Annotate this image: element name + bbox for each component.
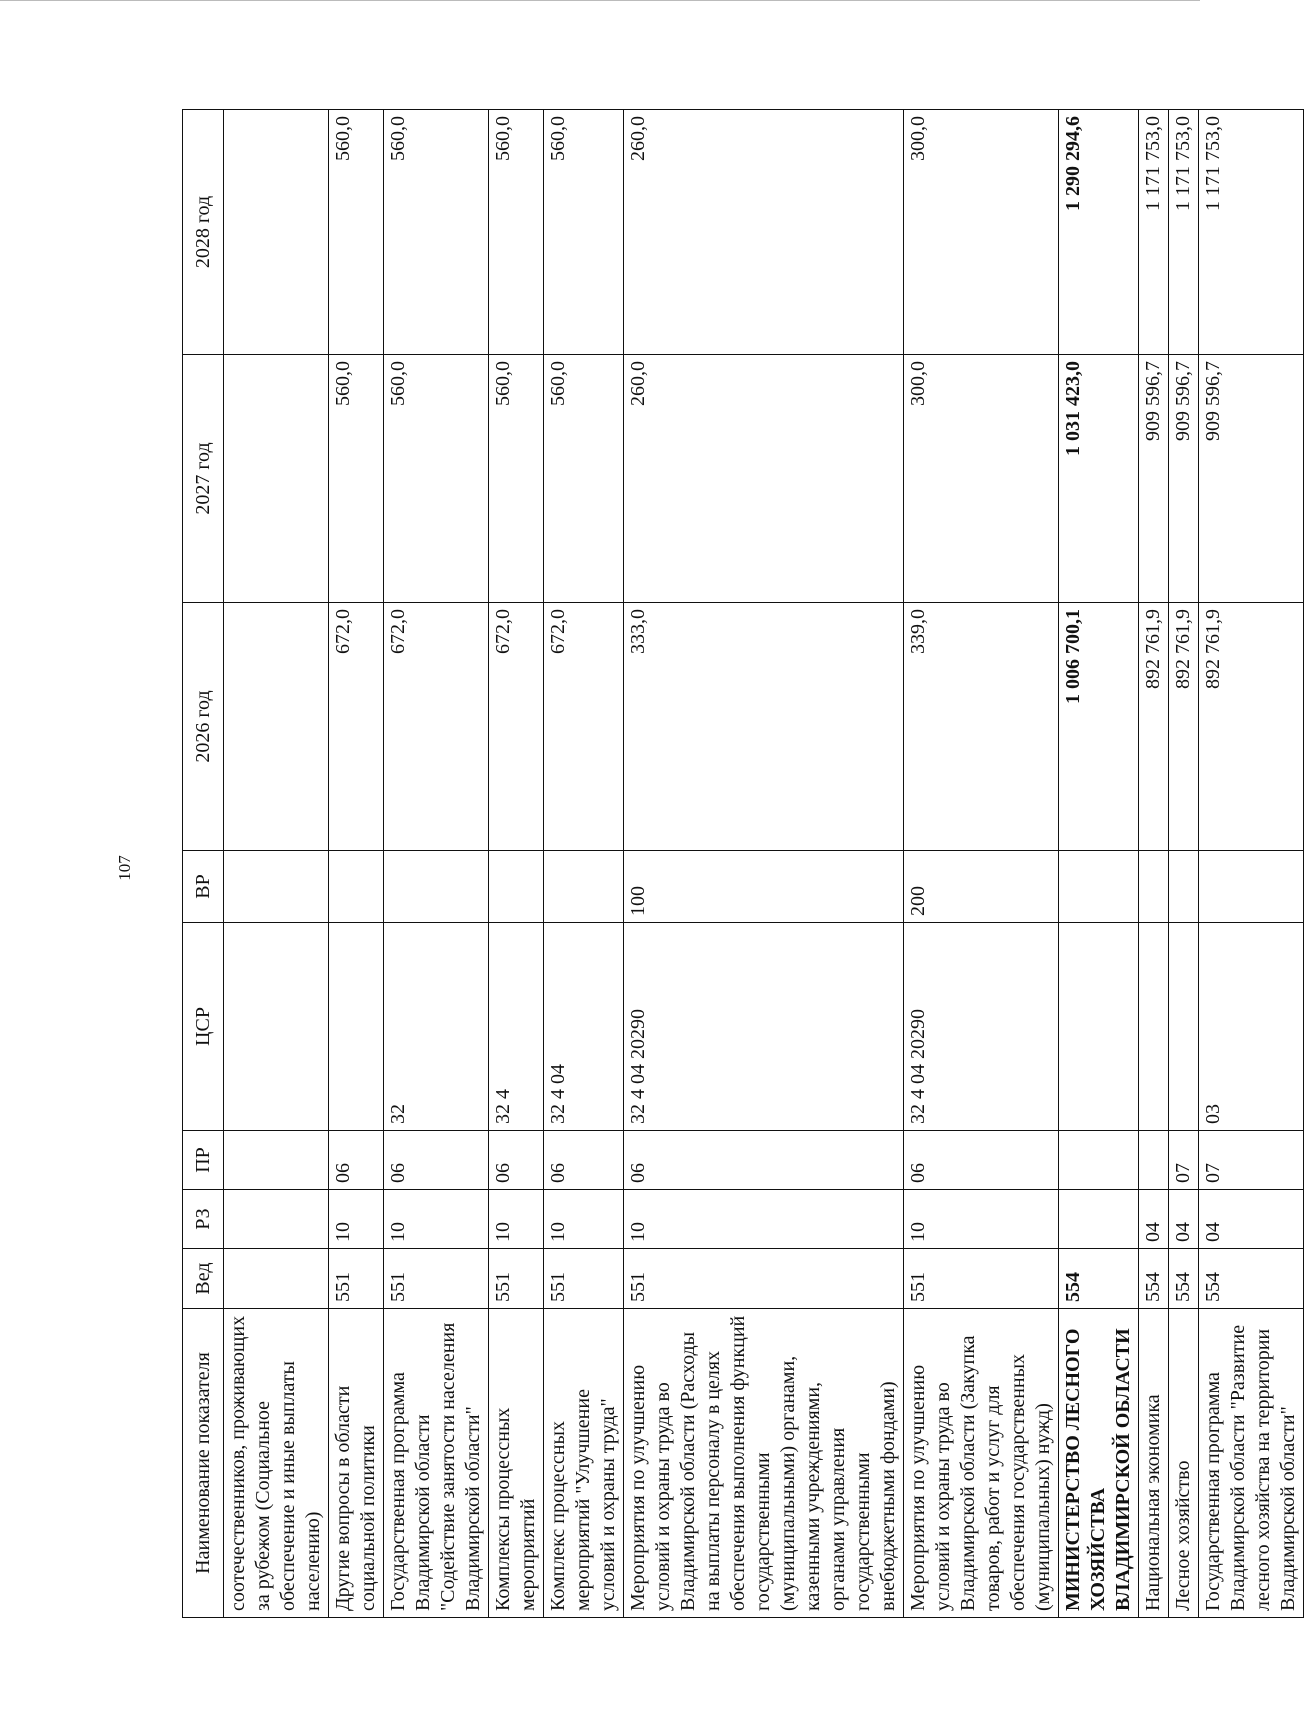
header-csr: ЦСР	[183, 923, 224, 1131]
cell-ved	[224, 1249, 329, 1309]
cell-2026: 672,0	[544, 603, 624, 851]
cell-name: Комплекс процессных мероприятий "Улучшение условий и охраны труда"	[544, 1309, 624, 1618]
header-2028: 2028 год	[183, 110, 224, 355]
cell-name: Мероприятия по улучшению условий и охраны труда во Владимирской области (Закупка товаров, работ и услуг для обеспечения государственных (муниципальных) нужд)	[904, 1309, 1059, 1618]
cell-2028: 1 171 753,0	[1199, 110, 1304, 355]
cell-pr	[1139, 1131, 1169, 1190]
cell-csr	[1059, 923, 1139, 1131]
cell-2027: 560,0	[544, 355, 624, 603]
cell-2026: 333,0	[624, 603, 904, 851]
cell-rz: 04	[1169, 1190, 1199, 1249]
cell-2028: 300,0	[904, 110, 1059, 355]
table-row	[489, 110, 544, 1618]
cell-vr: 200	[904, 851, 1059, 923]
cell-2027	[224, 355, 329, 603]
cell-vr	[329, 851, 384, 923]
cell-2026: 672,0	[489, 603, 544, 851]
cell-name: соотечественников, проживающих за рубежом (Социальное обеспечение и иные выплаты населению)	[224, 1309, 329, 1618]
cell-ved: 551	[384, 1249, 489, 1309]
cell-vr	[224, 851, 329, 923]
cell-pr	[224, 1131, 329, 1190]
cell-rz: 10	[904, 1190, 1059, 1249]
cell-2028	[224, 110, 329, 355]
cell-ved: 551	[624, 1249, 904, 1309]
table-body	[224, 110, 1304, 1618]
table-row	[1059, 110, 1139, 1618]
table-row	[1169, 110, 1199, 1618]
cell-ved: 551	[904, 1249, 1059, 1309]
header-2027: 2027 год	[183, 355, 224, 603]
cell-pr: 06	[544, 1131, 624, 1190]
cell-2027: 909 596,7	[1139, 355, 1169, 603]
cell-vr	[1139, 851, 1169, 923]
cell-rz	[1059, 1190, 1139, 1249]
cell-vr	[1059, 851, 1139, 923]
cell-pr: 06	[489, 1131, 544, 1190]
cell-pr: 06	[329, 1131, 384, 1190]
cell-vr	[544, 851, 624, 923]
cell-name: Лесное хозяйство	[1169, 1309, 1199, 1618]
cell-rz: 04	[1199, 1190, 1304, 1249]
cell-pr: 07	[1199, 1131, 1304, 1190]
cell-csr	[1169, 923, 1199, 1131]
cell-vr	[1199, 851, 1304, 923]
cell-ved: 554	[1059, 1249, 1139, 1309]
cell-csr	[329, 923, 384, 1131]
cell-2028: 1 171 753,0	[1139, 110, 1169, 355]
cell-2028: 560,0	[489, 110, 544, 355]
cell-2027: 909 596,7	[1169, 355, 1199, 603]
cell-2027: 909 596,7	[1199, 355, 1304, 603]
cell-pr: 07	[1169, 1131, 1199, 1190]
cell-2026: 892 761,9	[1169, 603, 1199, 851]
cell-rz: 10	[624, 1190, 904, 1249]
page-number: 107	[114, 855, 134, 881]
cell-rz: 10	[329, 1190, 384, 1249]
header-rz: РЗ	[183, 1190, 224, 1249]
cell-2026: 892 761,9	[1139, 603, 1169, 851]
cell-rz: 04	[1139, 1190, 1169, 1249]
header-name: Наименование показателя	[183, 1309, 224, 1618]
cell-ved: 551	[489, 1249, 544, 1309]
cell-vr	[489, 851, 544, 923]
table-row	[624, 110, 904, 1618]
cell-name: МИНИСТЕРСТВО ЛЕСНОГО ХОЗЯЙСТВА ВЛАДИМИРСКОЙ ОБЛАСТИ	[1059, 1309, 1139, 1618]
cell-rz	[224, 1190, 329, 1249]
cell-2027: 1 031 423,0	[1059, 355, 1139, 603]
cell-name: Национальная экономика	[1139, 1309, 1169, 1618]
cell-2026: 892 761,9	[1199, 603, 1304, 851]
cell-pr: 06	[904, 1131, 1059, 1190]
cell-2027: 560,0	[384, 355, 489, 603]
cell-ved: 551	[329, 1249, 384, 1309]
table-row	[384, 110, 489, 1618]
table-row	[904, 110, 1059, 1618]
cell-csr: 32 4	[489, 923, 544, 1131]
cell-rz: 10	[544, 1190, 624, 1249]
cell-2028: 560,0	[544, 110, 624, 355]
header-ved: Вед	[183, 1249, 224, 1309]
scan-edge-line	[0, 0, 1200, 2]
cell-vr	[384, 851, 489, 923]
header-pr: ПР	[183, 1131, 224, 1190]
cell-2028: 560,0	[384, 110, 489, 355]
cell-2026: 1 006 700,1	[1059, 603, 1139, 851]
cell-name: Мероприятия по улучшению условий и охраны труда во Владимирской области (Расходы на выплаты персоналу в целях обеспечения выполнения функций государственными (муниципальными) органами, казенными учреждениями, органами управления государственными внебюджетными фондами)	[624, 1309, 904, 1618]
cell-csr: 32 4 04 20290	[624, 923, 904, 1131]
cell-name: Другие вопросы в области социальной политики	[329, 1309, 384, 1618]
cell-name: Комплексы процессных мероприятий	[489, 1309, 544, 1618]
cell-2028: 1 290 294,6	[1059, 110, 1139, 355]
cell-2026: 339,0	[904, 603, 1059, 851]
cell-vr	[1169, 851, 1199, 923]
cell-csr: 32 4 04 20290	[904, 923, 1059, 1131]
table-row	[224, 110, 329, 1618]
cell-vr: 100	[624, 851, 904, 923]
cell-2028: 1 171 753,0	[1169, 110, 1199, 355]
cell-rz: 10	[489, 1190, 544, 1249]
cell-2026	[224, 603, 329, 851]
header-2026: 2026 год	[183, 603, 224, 851]
cell-2027: 560,0	[329, 355, 384, 603]
header-vr: ВР	[183, 851, 224, 923]
cell-rz: 10	[384, 1190, 489, 1249]
cell-csr: 03	[1199, 923, 1304, 1131]
cell-ved: 551	[544, 1249, 624, 1309]
cell-2026: 672,0	[329, 603, 384, 851]
cell-pr: 06	[624, 1131, 904, 1190]
table-row	[544, 110, 624, 1618]
cell-name: Государственная программа Владимирской области "Содействие занятости населения Владимирской области"	[384, 1309, 489, 1618]
cell-2027: 300,0	[904, 355, 1059, 603]
cell-pr	[1059, 1131, 1139, 1190]
cell-csr: 32	[384, 923, 489, 1131]
cell-2027: 560,0	[489, 355, 544, 603]
cell-2028: 260,0	[624, 110, 904, 355]
table-row	[329, 110, 384, 1618]
rotated-page-content	[182, 110, 1299, 1618]
cell-csr	[224, 923, 329, 1131]
cell-ved: 554	[1139, 1249, 1169, 1309]
cell-csr: 32 4 04	[544, 923, 624, 1131]
table-row	[1199, 110, 1304, 1618]
cell-2028: 560,0	[329, 110, 384, 355]
table-row	[1139, 110, 1169, 1618]
budget-table	[182, 109, 1304, 1618]
table-header-row	[183, 110, 224, 1618]
cell-csr	[1139, 923, 1169, 1131]
cell-2026: 672,0	[384, 603, 489, 851]
cell-ved: 554	[1199, 1249, 1304, 1309]
cell-pr: 06	[384, 1131, 489, 1190]
cell-ved: 554	[1169, 1249, 1199, 1309]
cell-name: Государственная программа Владимирской области "Развитие лесного хозяйства на территории Владимирской области"	[1199, 1309, 1304, 1618]
cell-2027: 260,0	[624, 355, 904, 603]
